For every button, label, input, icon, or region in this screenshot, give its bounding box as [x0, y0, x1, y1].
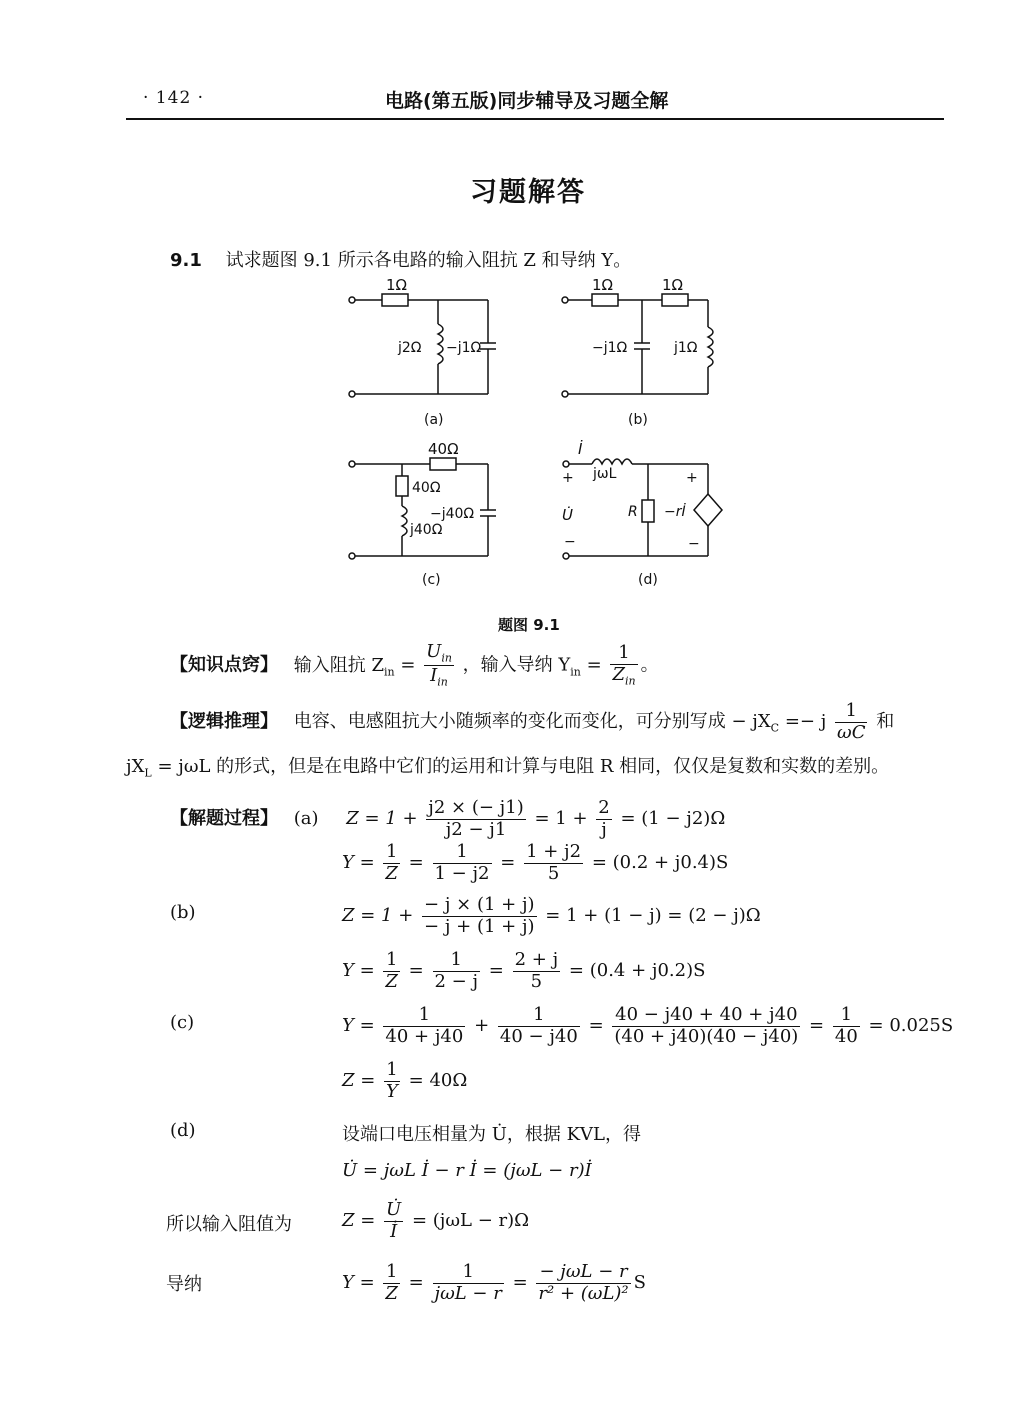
panel-label-c: (c) — [422, 572, 441, 588]
fraction-u-over-i — [424, 642, 454, 689]
circuit-figure — [330, 272, 750, 592]
solution-c-y — [342, 1005, 953, 1047]
logic-text2a: jX — [126, 756, 145, 777]
label-d-source: −rİ — [664, 504, 686, 520]
frac-num: 1 — [383, 1005, 465, 1027]
frac-num: 1 — [433, 842, 492, 864]
eq-rhs: = (0.2 + j0.4)S — [591, 852, 729, 874]
sub-in: in — [624, 674, 636, 688]
inductor-a — [438, 324, 443, 364]
header-rule — [126, 118, 944, 120]
logic-text1b: =− j — [784, 711, 827, 732]
period: 。 — [640, 654, 659, 676]
eq-lhs: Z = — [342, 1210, 376, 1232]
label-d-minus-left: − — [564, 534, 576, 550]
fraction-one-over-z — [610, 643, 637, 688]
eq-lhs: Y = — [342, 960, 375, 982]
frac-den: 5 — [530, 970, 543, 992]
frac-den: 5 — [547, 862, 560, 884]
frac-num: 1 — [433, 950, 481, 972]
label-c-rleft: 40Ω — [412, 480, 441, 496]
frac-num: j2 × (− j1) — [428, 797, 524, 818]
eq: = — [408, 1272, 424, 1294]
frac-num: 2 — [598, 797, 610, 818]
label-b-r2: 1Ω — [662, 276, 684, 294]
eq-lhs: Z = 1 + — [346, 808, 418, 830]
circuit-c — [349, 440, 496, 588]
eq-rhs: = (1 − j2)Ω — [620, 808, 726, 830]
frac-num: 1 — [835, 701, 867, 723]
frac-den: 1 − j2 — [434, 862, 490, 884]
logic-line-1 — [170, 700, 894, 751]
fraction — [383, 1262, 400, 1304]
label-d-plus-left: + — [562, 470, 574, 486]
knowledge-text2: ，输入导纳 Y — [462, 654, 571, 676]
solution-a-z — [170, 798, 725, 840]
label-d-minus-right: − — [688, 536, 700, 552]
frac-num: 1 — [384, 1060, 400, 1082]
frac-num: 2 + j — [514, 949, 559, 970]
eq-rhs: = (jωL − r)Ω — [411, 1210, 530, 1232]
knowledge-text: 输入阻抗 Z — [293, 654, 384, 676]
page-number: · 142 · — [143, 88, 205, 108]
solution-d-y — [342, 1262, 646, 1304]
section-title: 习题解答 — [470, 177, 586, 208]
frac-den: (40 + j40)(40 − j40) — [614, 1025, 799, 1047]
eq-rhs: = (0.4 + j0.2)S — [568, 960, 706, 982]
frac-den: Z — [385, 1282, 398, 1304]
label-c-rtop: 40Ω — [428, 440, 459, 458]
frac-den: İ — [390, 1220, 398, 1242]
sub-in: in — [437, 675, 448, 689]
equals: = — [586, 654, 602, 676]
solution-d-kvl: U̇ = jωL İ − r İ = (jωL − r)İ — [342, 1160, 592, 1181]
fraction — [536, 1262, 630, 1304]
eq-lhs: Y = — [342, 852, 375, 874]
frac-den: I — [430, 665, 438, 687]
label-b-c: −j1Ω — [592, 340, 628, 356]
frac-num: 40 − j40 + 40 + j40 — [612, 1005, 800, 1027]
sub-in: in — [570, 665, 581, 679]
frac-num: − jωL − r — [536, 1262, 630, 1284]
label-d-voltage: U̇ — [562, 506, 573, 524]
eq: = — [809, 1015, 825, 1037]
plus: + — [474, 1015, 490, 1037]
label-a-l: j2Ω — [398, 340, 422, 356]
logic-text2b: = jωL 的形式，但是在电路中它们的运用和计算与电阻 R 相同，仅仅是复数和实数的差别。 — [151, 756, 890, 777]
logic-tag: 【逻辑推理】 — [170, 711, 278, 732]
eq: = — [408, 852, 424, 874]
circuit-a — [349, 276, 496, 428]
resistor-c-left — [396, 476, 408, 496]
inductor-c — [402, 506, 407, 536]
fraction — [513, 950, 561, 992]
label-d-r: R — [628, 504, 638, 520]
fraction — [422, 895, 537, 937]
panel-label-a: (a) — [424, 412, 444, 428]
fraction — [433, 842, 492, 884]
label-b-r1: 1Ω — [592, 276, 614, 294]
solution-d-y-label: 导纳 — [166, 1274, 202, 1295]
eq: = — [500, 852, 516, 874]
eq: = — [512, 1272, 528, 1294]
resistor-d — [642, 500, 654, 522]
fraction — [498, 1005, 580, 1047]
sub-in: in — [383, 665, 395, 679]
label-d-plus-right: + — [686, 470, 698, 486]
frac-num: 1 — [383, 950, 400, 972]
fraction — [383, 1005, 465, 1047]
eq-mid: = 1 + — [534, 808, 588, 830]
frac-num: 1 + j2 — [526, 841, 582, 862]
resistor-b2 — [662, 294, 688, 306]
solution-d-z — [342, 1200, 529, 1242]
frac-num: 1 — [383, 1262, 400, 1284]
eq-lhs: Z = 1 + — [342, 905, 414, 927]
frac-den: j — [601, 818, 607, 840]
frac-num: 1 — [383, 842, 400, 864]
fraction — [612, 1005, 800, 1047]
frac-num: U — [426, 641, 442, 662]
logic-text1: 电容、电感阻抗大小随频率的变化而变化，可分别写成 − jX — [293, 711, 771, 732]
frac-den: − j + (1 + j) — [424, 915, 535, 937]
fraction — [433, 1262, 504, 1304]
frac-den: Z — [385, 970, 398, 992]
fraction — [383, 842, 400, 884]
label-a-c: −j1Ω — [446, 340, 482, 356]
inductor-d — [592, 459, 632, 464]
part-label-c: (c) — [170, 1012, 195, 1033]
frac-num: 1 — [433, 1262, 504, 1284]
knowledge-line — [170, 642, 659, 694]
eq-lhs: Y = — [342, 1015, 375, 1037]
figure-caption: 题图 9.1 — [498, 616, 560, 634]
fraction — [426, 798, 525, 840]
solution-b-z — [342, 895, 761, 937]
equals: = — [400, 654, 416, 676]
frac-den: 2 − j — [434, 970, 479, 992]
resistor-c-top — [430, 458, 456, 470]
eq: = — [408, 960, 424, 982]
eq-lhs: Z = — [342, 1070, 376, 1092]
solution-c-z — [342, 1060, 467, 1102]
eq-rhs: = 40Ω — [408, 1070, 468, 1092]
eq-rhs: = 1 + (1 − j) = (2 − j)Ω — [545, 905, 761, 927]
resistor-b1 — [592, 294, 618, 306]
fraction — [383, 950, 400, 992]
label-a-r: 1Ω — [386, 276, 408, 294]
problem-number: 9.1 — [170, 250, 202, 271]
frac-num: 1 — [833, 1005, 860, 1027]
fraction — [833, 1005, 860, 1047]
fraction — [384, 1200, 403, 1242]
frac-den: 40 + j40 — [385, 1025, 464, 1047]
dependent-source-d — [694, 494, 722, 526]
sub-l: L — [144, 766, 152, 780]
solution-d-z-label: 所以输入阻值为 — [166, 1214, 292, 1235]
label-c-l: j40Ω — [410, 522, 443, 538]
frac-den: 40 — [834, 1025, 858, 1047]
frac-den: 40 − j40 — [499, 1025, 578, 1047]
eq-lhs: Y = — [342, 1272, 375, 1294]
frac-num: 1 — [610, 643, 637, 665]
frac-den: r² + (ωL)² — [538, 1282, 629, 1304]
frac-den: Z — [385, 862, 398, 884]
part-label-b: (b) — [170, 902, 196, 923]
label-b-l: j1Ω — [674, 340, 698, 356]
solution-a-y — [342, 842, 728, 884]
solution-d-line1: 设端口电压相量为 U̇，根据 KVL，得 — [342, 1124, 642, 1145]
fraction — [596, 798, 611, 840]
eq-rhs: = 0.025S — [868, 1015, 954, 1037]
frac-num: − j × (1 + j) — [424, 894, 535, 915]
circuit-d — [562, 439, 722, 588]
circuit-b — [562, 276, 713, 428]
logic-text1c: 和 — [876, 711, 895, 732]
frac-den: ωC — [837, 721, 866, 743]
problem-statement: 试求题图 9.1 所示各电路的输入阻抗 Z 和导纳 Y。 — [225, 250, 632, 271]
solution-tag: 【解题过程】 — [170, 808, 278, 830]
solution-b-y — [342, 950, 705, 992]
part-label-d: (d) — [170, 1120, 196, 1141]
frac-num: U̇ — [386, 1199, 402, 1220]
sub-c: C — [770, 721, 780, 735]
eq: = — [488, 960, 504, 982]
label-d-l: jωL — [593, 466, 617, 482]
sub-in: in — [441, 651, 452, 665]
label-d-current: İ — [578, 440, 583, 458]
panel-label-b: (b) — [628, 412, 648, 428]
eq-rhs: S — [633, 1272, 646, 1294]
fraction — [524, 842, 583, 884]
label-c-c: −j40Ω — [430, 506, 475, 522]
frac-den: Y — [386, 1080, 398, 1102]
part-label-a: (a) — [293, 808, 319, 830]
frac-num: 1 — [498, 1005, 580, 1027]
resistor-a — [382, 294, 408, 306]
running-header-title: 电路(第五版)同步辅导及习题全解 — [385, 90, 669, 112]
knowledge-tag: 【知识点窍】 — [170, 654, 278, 676]
logic-line-2 — [126, 752, 889, 780]
inductor-b — [708, 327, 713, 367]
frac-den: jωL − r — [434, 1282, 502, 1304]
fraction — [433, 950, 481, 992]
problem-statement-line — [170, 246, 631, 272]
frac-den: j2 − j1 — [445, 818, 507, 840]
frac-den: Z — [612, 663, 625, 685]
fraction — [384, 1060, 400, 1102]
panel-label-d: (d) — [638, 572, 658, 588]
eq: = — [588, 1015, 604, 1037]
fraction-one-over-omega-c — [835, 701, 867, 743]
